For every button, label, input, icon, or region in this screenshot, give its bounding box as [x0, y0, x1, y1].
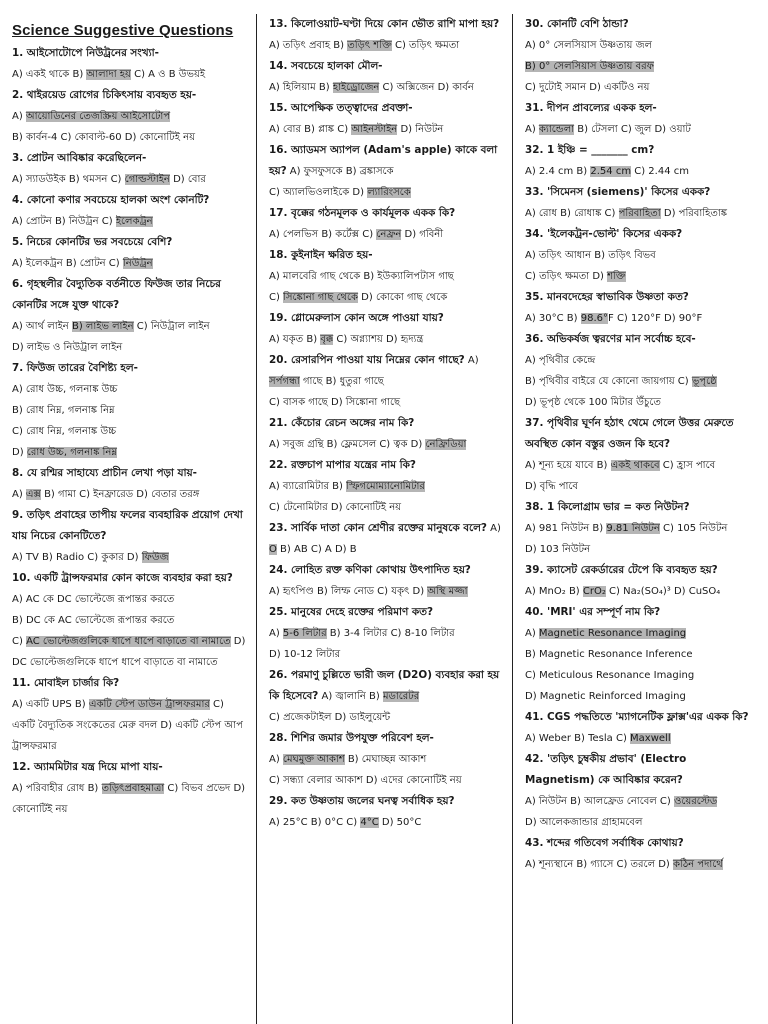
answer-options: [269, 476, 502, 497]
question-text: [12, 232, 246, 253]
answer-options: [525, 350, 758, 371]
text-span: C) বিভব প্রভেদ D) কোনোটিই নয়: [12, 783, 246, 815]
text-span: D) আলেকজান্ডার গ্রাহামবেল: [525, 817, 643, 828]
text-span: গাছে B) ধুতুরা গাছে: [299, 376, 384, 387]
text-span: A) রোধ উচ্চ, গলনাঙ্ক উচ্চ: [12, 384, 118, 395]
answer-options: [525, 539, 758, 560]
answer-options: [525, 161, 758, 182]
text-span: 29. কত উষ্ণতায় জলের ঘনত্ব সর্বাধিক হয়?: [269, 795, 455, 807]
text-span: 2. থাইরয়েড রোগের চিকিৎসায় ব্যবহৃত হয়-: [12, 89, 197, 101]
highlighted-answer: 5-6 লিটার: [282, 628, 327, 639]
text-span: A): [12, 111, 26, 122]
text-span: 41. CGS পদ্ধতিতে 'ম্যাগনেটিক ফ্লাক্স'এর একক কি?: [525, 711, 749, 723]
highlighted-answer: একই থাকবে: [610, 460, 660, 471]
text-span: 9. তড়িৎ প্রবাহের তাপীয় ফলের ব্যবহারিক প্রয়োগ দেখা যায় নিচের কোনটিতে?: [12, 509, 243, 542]
answer-options: [269, 266, 502, 287]
question-text: [525, 98, 758, 119]
text-span: 1. আইসোটোপে নিউট্রনের সংখ্যা-: [12, 47, 159, 59]
text-span: B) রোধ নিম্ন, গলনাঙ্ক নিম্ন: [12, 405, 115, 416]
text-span: A) 981 নিউটন B): [525, 523, 607, 534]
question-text: [269, 98, 502, 119]
question-text: [12, 190, 246, 211]
text-span: D) কোকো গাছ থেকে: [358, 292, 448, 303]
text-span: C) A ও B উভয়ই: [130, 69, 206, 80]
highlighted-answer: 98.6°: [580, 313, 609, 324]
text-span: B) মেঘাচ্ছন্ন আকাশ: [344, 754, 427, 765]
highlighted-answer: তড়িৎপ্রবাহমাত্রা: [101, 783, 165, 794]
text-span: B) AB C) A D) B: [276, 544, 357, 555]
answer-options: [12, 694, 246, 757]
question-text: [525, 224, 758, 245]
text-span: C) একটি বৈদ্যুতিক সংকেতের মেরু বদল D) একটি স্টেপ আপ ট্রান্সফরমার: [12, 699, 243, 752]
text-span: 30. কোনটি বেশি ঠান্ডা?: [525, 18, 629, 30]
question-text: [269, 56, 502, 77]
question-text: [269, 560, 502, 581]
answer-options: [269, 707, 502, 728]
answer-options: [525, 581, 758, 602]
text-span: A) যকৃত B): [269, 334, 321, 345]
text-span: 7. ফিউজ তারের বৈশিষ্ট্য হল-: [12, 362, 138, 374]
text-span: 42. 'তড়িৎ চুম্বকীয় প্রভাব' (Electro Magnetism) কে আবিষ্কার করেন?: [525, 753, 687, 786]
question-text: [525, 140, 758, 161]
highlighted-answer: B) 0° সেলসিয়াস উষ্ণতায় বরফ: [525, 61, 654, 72]
text-span: A) MnO₂ B): [525, 586, 583, 597]
text-span: B) Magnetic Resonance Inference: [525, 649, 693, 660]
answer-options: [269, 644, 502, 665]
question-text: [269, 245, 502, 266]
question-text: [525, 497, 758, 518]
highlighted-answer: হাইড্রোজেন: [332, 82, 380, 93]
text-span: 6. গৃহস্থলীর বৈদ্যুতিক বর্তনীতে ফিউজ তার নিচের কোনটির সঙ্গে যুক্ত থাকে?: [12, 278, 221, 311]
highlighted-answer: 9.81 নিউটন: [606, 523, 660, 534]
question-text: [12, 148, 246, 169]
answer-options: [269, 749, 502, 770]
answer-options: [269, 119, 502, 140]
text-span: 40. 'MRI' এর সম্পূর্ণ নাম কি?: [525, 606, 661, 618]
question-text: [269, 518, 502, 560]
highlighted-answer: মডারেটর: [382, 691, 420, 702]
text-span: 22. রক্তচাপ মাপার যন্ত্রের নাম কি?: [269, 459, 416, 471]
text-span: C): [12, 636, 27, 647]
answer-options: [525, 791, 758, 812]
text-span: A) তড়িৎ প্রবাহ B): [269, 40, 348, 51]
highlighted-answer: গোল্ডস্টাইন: [124, 174, 170, 185]
text-span: 16. অ্যাডমস অ্যাপল (Adam's apple) কাকে বলা হয়?: [269, 144, 498, 177]
text-span: 10. একটি ট্রান্সফরমার কোন কাজে ব্যবহার করা হয়?: [12, 572, 233, 584]
text-span: A) রোধ B) রোধাঙ্ক C): [525, 208, 619, 219]
text-span: 36. অভিকর্ষজ ত্বরণের মান সর্বোচ্চ হবে-: [525, 333, 696, 345]
question-text: [525, 749, 758, 791]
highlighted-answer: শক্তি: [607, 271, 626, 282]
text-span: 33. 'সিমেনস (siemens)' কিসের একক?: [525, 186, 711, 198]
text-span: 20. রেসারপিন পাওয়া যায় নিম্নের কোন গাছে?: [269, 354, 465, 366]
highlighted-answer: তড়িৎ শক্তি: [347, 40, 392, 51]
answer-options: [525, 854, 758, 875]
column-2: [256, 14, 512, 1024]
text-span: A) হৃৎপিণ্ড B) লিম্ফ নোড C) যকৃৎ D): [269, 586, 428, 597]
highlighted-answer: ইলেকট্রন: [115, 216, 153, 227]
question-text: [12, 673, 246, 694]
answer-options: [12, 631, 246, 673]
question-text: [12, 568, 246, 589]
answer-options: [525, 77, 758, 98]
answer-options: [12, 484, 246, 505]
text-span: A) শূন্যস্থানে B) গ্যাসে C) তরলে D): [525, 859, 673, 870]
highlighted-answer: পরিবাহিতা: [618, 208, 661, 219]
highlighted-answer: ক্যান্ডেলা: [538, 124, 575, 135]
answer-options: [12, 211, 246, 232]
highlighted-answer: ল্যারিংসকে: [367, 187, 411, 198]
answer-options: [12, 589, 246, 610]
text-span: 37. পৃথিবীর ঘূর্ণন হঠাৎ থেমে গেলে উত্তর মেরুতে অবস্থিত কোন বস্তুর ওজন কি হবে?: [525, 417, 734, 450]
text-span: A) 25°C B) 0°C C): [269, 817, 361, 828]
text-span: C) অ্যালভিওলাইকে D): [269, 187, 368, 198]
text-span: A) AC কে DC ভোল্টেজে রূপান্তর করতে: [12, 594, 175, 605]
question-text: [525, 560, 758, 581]
text-span: C) Meticulous Resonance Imaging: [525, 670, 695, 681]
answer-options: [269, 434, 502, 455]
highlighted-answer: আয়োডিনের তেজস্ক্রিয় আইসোটোপ: [25, 111, 171, 122]
text-span: 38. 1 কিলোগ্রাম ভার = কত নিউটন?: [525, 501, 690, 513]
answer-options: [525, 476, 758, 497]
text-span: 4. কোনো কণার সবচেয়ে হালকা অংশ কোনটি?: [12, 194, 210, 206]
text-span: C) 105 নিউটন: [659, 523, 728, 534]
text-span: A) হিলিয়াম B): [269, 82, 333, 93]
answer-options: [525, 455, 758, 476]
question-text: [525, 329, 758, 350]
text-span: D) নিউটন: [397, 124, 444, 135]
question-text: [525, 833, 758, 854]
answer-options: [525, 392, 758, 413]
highlighted-answer: নেফ্রন: [376, 229, 402, 240]
question-text: [12, 43, 246, 64]
answer-options: [269, 497, 502, 518]
text-span: B) পৃথিবীর বাইরে যে কোনো জায়গায় C): [525, 376, 692, 387]
text-span: 43. শব্দের গতিবেগ সর্বাধিক কোথায়?: [525, 837, 684, 849]
text-span: C) তড়িৎ ক্ষমতা: [391, 40, 460, 51]
answer-options: [525, 665, 758, 686]
text-span: D) 10-12 লিটার: [269, 649, 341, 660]
answer-options: [12, 442, 246, 463]
answer-options: [525, 266, 758, 287]
text-span: D) 103 নিউটন: [525, 544, 591, 555]
text-span: 17. বৃক্কের গঠনমূলক ও কার্যমূলক একক কি?: [269, 207, 456, 219]
text-span: A) একই থাকে B): [12, 69, 87, 80]
column-1: [0, 14, 256, 1024]
highlighted-answer: ফিউজ: [141, 552, 169, 563]
highlighted-answer: স্ফিগমোম্যানোমিটার: [346, 481, 425, 492]
highlighted-answer: 2.54 cm: [590, 166, 632, 177]
text-span: 28. শিশির জমার উপযুক্ত পরিবেশ হল-: [269, 732, 434, 744]
question-text: [12, 505, 246, 547]
text-span: F C) 120°F D) 90°F: [608, 313, 703, 324]
text-span: A) জ্বালানি B): [318, 691, 383, 702]
answer-options: [525, 644, 758, 665]
question-text: [525, 707, 758, 728]
answer-options: [12, 778, 246, 820]
answer-options: [525, 119, 758, 140]
text-span: C) 2.44 cm: [631, 166, 689, 177]
text-span: C) অগ্ন্যাশয় D) হৃদ্যন্ত্র: [333, 334, 424, 345]
question-text: [12, 757, 246, 778]
text-span: C) রোধ নিম্ন, গলনাঙ্ক উচ্চ: [12, 426, 117, 437]
text-span: A) ব্যারোমিটার B): [269, 481, 347, 492]
text-span: C) হ্রাস পাবে: [659, 460, 716, 471]
highlighted-answer: বৃক্ক: [320, 334, 334, 345]
text-span: C) টেনোমিটার D) কোনোটিই নয়: [269, 502, 402, 513]
text-span: C) Na₂(SO₄)³ D) CuSO₄: [605, 586, 721, 597]
text-span: 18. কুইনাইন ক্ষরিত হয়-: [269, 249, 373, 261]
text-span: A) প্রোটন B) নিউট্রন C): [12, 216, 116, 227]
text-span: A) স্যাডউইক B) থমসন C): [12, 174, 125, 185]
text-span: 15. আপেক্ষিক তত্ত্বাদের প্রবক্তা-: [269, 102, 413, 114]
text-span: 12. অ্যামমিটার যন্ত্র দিয়ে মাপা যায়-: [12, 761, 163, 773]
text-span: A) 30°C B): [525, 313, 581, 324]
answer-options: [12, 169, 246, 190]
text-span: A) ইলেকট্রন B) প্রোটন C): [12, 258, 123, 269]
text-span: A) পরিবাহীর রোধ B): [12, 783, 102, 794]
answer-options: [269, 329, 502, 350]
highlighted-answer: Magnetic Resonance Imaging: [538, 628, 687, 639]
text-span: A) তড়িৎ আধান B) তড়িৎ বিভব: [525, 250, 656, 261]
question-text: [12, 463, 246, 484]
highlighted-answer: O: [269, 544, 277, 555]
text-span: 3. প্রোটন আবিষ্কার করেছিলেন-: [12, 152, 147, 164]
text-span: A) মালবেরি গাছ থেকে B) ইউক্যালিপটাস গাছ: [269, 271, 454, 282]
text-span: C) বাসক গাছে D) সিঙ্কোনা গাছে: [269, 397, 401, 408]
text-span: 14. সবচেয়ে হালকা মৌল-: [269, 60, 383, 72]
answer-options: [12, 106, 246, 127]
answer-options: [269, 287, 502, 308]
question-text: [269, 14, 502, 35]
text-span: C) অক্সিজেন D) কার্বন: [379, 82, 474, 93]
highlighted-answer: মেঘমুক্ত আকাশ: [282, 754, 345, 765]
text-span: D) 50°C: [378, 817, 422, 828]
text-span: 25. মানুষের দেহে রক্তের পরিমাণ কত?: [269, 606, 434, 618]
text-span: 8. যে রশ্মির সাহায্যে প্রাচীন লেখা পড়া যায়-: [12, 467, 197, 479]
answer-options: [525, 203, 758, 224]
text-span: B) কার্বন-4 C) কোবাল্ট-60 D) কোনোটিই নয়: [12, 132, 195, 143]
text-span: D) লাইভ ও নিউট্রাল লাইন: [12, 342, 123, 353]
text-span: D) গবিনী: [401, 229, 444, 240]
question-text: [12, 358, 246, 379]
text-span: 11. মোবাইল চার্জার কি?: [12, 677, 120, 689]
text-span: C) প্রজেকটাইল D) ডাইলুয়েন্ট: [269, 712, 391, 723]
highlighted-answer: কঠিন পদার্থে: [672, 859, 723, 870]
answer-options: [269, 77, 502, 98]
answer-options: [12, 547, 246, 568]
text-span: D): [12, 447, 27, 458]
highlighted-answer: সর্পগন্ধা: [269, 376, 300, 387]
text-span: B) DC কে AC ভোল্টেজে রূপান্তর করতে: [12, 615, 175, 626]
text-span: A): [12, 489, 26, 500]
text-span: A) 2.4 cm B): [525, 166, 591, 177]
highlighted-answer: B) লাইভ লাইন: [71, 321, 134, 332]
answer-options: [525, 35, 758, 56]
question-text: [12, 274, 246, 316]
answer-options: [525, 308, 758, 329]
question-text: [525, 602, 758, 623]
highlighted-answer: নেফ্রিডিয়া: [425, 439, 467, 450]
text-span: B) টেসলা C) জুল D) ওয়াট: [574, 124, 691, 135]
page-title: Science Suggestive Questions: [12, 22, 234, 39]
text-span: D) পরিবাহিতাঙ্ক: [660, 208, 728, 219]
text-span: 5. নিচের কোনটির ভর সবচেয়ে বেশি?: [12, 236, 173, 248]
answer-options: [525, 245, 758, 266]
text-span: 13. কিলোওয়াট-ঘণ্টা দিয়ে কোন ভৌত রাশি মাপা হয়?: [269, 18, 500, 30]
text-span: D) Magnetic Reinforced Imaging: [525, 691, 686, 702]
answer-options: [525, 371, 758, 392]
text-span: C) সন্ধ্যা বেলার আকাশ D) এদের কোনোটিই নয়: [269, 775, 462, 786]
answer-options: [12, 337, 246, 358]
text-span: A) নিউটন B) আলফ্রেড নোবেল C): [525, 796, 674, 807]
text-span: A): [486, 523, 501, 534]
question-text: [269, 455, 502, 476]
text-span: A) পেলভিস B) কর্টেক্স C): [269, 229, 377, 240]
column-3: [512, 14, 768, 1024]
text-span: B) গামা C) ইনফ্রারেড D) বেতার তরঙ্গ: [40, 489, 200, 500]
text-span: 24. লোহিত রক্ত কণিকা কোথায় উৎপাদিত হয়?: [269, 564, 471, 576]
text-span: A) ফুসফুসকে B) ব্রঙ্কাসকে: [286, 166, 394, 177]
text-span: A) TV B) Radio C) কুকার D): [12, 552, 142, 563]
text-span: A) বোর B) প্লাঙ্ক C): [269, 124, 352, 135]
question-text: [269, 791, 502, 812]
question-text: [269, 308, 502, 329]
text-span: A) একটি UPS B): [12, 699, 89, 710]
highlighted-answer: 4°C: [360, 817, 379, 828]
answer-options: [525, 56, 758, 77]
text-span: 21. কেঁচোর রেচন অঙ্গের নাম কি?: [269, 417, 415, 429]
text-span: A): [525, 124, 539, 135]
highlighted-answer: ওয়েরস্টেড: [673, 796, 718, 807]
text-span: A): [269, 754, 283, 765]
answer-options: [12, 379, 246, 400]
question-text: [269, 140, 502, 182]
answer-options: [12, 421, 246, 442]
highlighted-answer: আলাদা হয়: [86, 69, 131, 80]
answer-options: [525, 686, 758, 707]
answer-options: [12, 400, 246, 421]
highlighted-answer: AC ভোল্টেজগুলিকে ধাপে ধাপে বাড়াতে বা নামাতে: [26, 636, 231, 647]
text-span: D) DC ভোল্টেজগুলিকে ধাপে ধাপে বাড়াতে বা নামাতে: [12, 636, 246, 668]
text-span: C): [269, 292, 284, 303]
question-text: [269, 203, 502, 224]
highlighted-answer: এক্স: [25, 489, 41, 500]
answer-options: [12, 610, 246, 631]
text-span: A) সবুজ গ্রন্থি B) ফ্লেমসেল C) ত্বক D): [269, 439, 426, 450]
text-span: 34. 'ইলেকট্রন-ভোল্ট' কিসের একক?: [525, 228, 683, 240]
answer-options: [525, 518, 758, 539]
highlighted-answer: CrO₂: [582, 586, 606, 597]
answer-options: [269, 812, 502, 833]
text-span: C) তড়িৎ ক্ষমতা D): [525, 271, 608, 282]
question-text: [525, 287, 758, 308]
highlighted-answer: আইনস্টাইন: [351, 124, 398, 135]
text-span: 35. মানবদেহের স্বাভাবিক উষ্ণতা কত?: [525, 291, 689, 303]
highlighted-answer: একটি স্টেপ ডাউন ট্রান্সফরমার: [88, 699, 210, 710]
text-span: B) 3-4 লিটার C) 8-10 লিটার: [326, 628, 455, 639]
text-span: D) বোর: [169, 174, 206, 185]
answer-options: [269, 623, 502, 644]
answer-options: [269, 392, 502, 413]
question-text: [269, 728, 502, 749]
text-span: A) শূন্য হয়ে যাবে B): [525, 460, 611, 471]
text-span: A): [525, 628, 539, 639]
text-span: A) Weber B) Tesla C): [525, 733, 631, 744]
question-text: [269, 350, 502, 392]
highlighted-answer: ভূপৃষ্ঠে: [691, 376, 717, 387]
answer-options: [269, 224, 502, 245]
answer-options: [12, 127, 246, 148]
highlighted-answer: অস্থি মজ্জা: [427, 586, 468, 597]
text-span: 32. 1 ইঞ্চি = _______ cm?: [525, 144, 655, 156]
answer-options: [525, 623, 758, 644]
text-span: A) পৃথিবীর কেন্দ্রে: [525, 355, 596, 366]
question-text: [269, 665, 502, 707]
text-span: 19. গ্লোমেরুলাস কোন অঙ্গে পাওয়া যায়?: [269, 312, 444, 324]
answer-options: [12, 64, 246, 85]
text-span: C) দুটোই সমান D) একটিও নয়: [525, 82, 650, 93]
question-text: [525, 413, 758, 455]
text-span: A): [464, 355, 479, 366]
answer-options: [269, 581, 502, 602]
question-text: [269, 413, 502, 434]
highlighted-answer: নিউট্রন: [122, 258, 153, 269]
question-text: [12, 85, 246, 106]
text-span: A) আর্থ লাইন: [12, 321, 72, 332]
question-text: [525, 182, 758, 203]
text-span: 23. সার্বিক দাতা কোন শ্রেণীর রক্তের মানুষকে বলে?: [269, 522, 487, 534]
answer-options: [525, 812, 758, 833]
text-span: A) 0° সেলসিয়াস উষ্ণতায় জল: [525, 40, 652, 51]
highlighted-answer: সিঙ্কোনা গাছ থেকে: [283, 292, 358, 303]
answer-options: [525, 728, 758, 749]
text-span: D) ভূপৃষ্ঠ থেকে 100 মিটার উঁচুতে: [525, 397, 661, 408]
answer-options: [12, 253, 246, 274]
question-text: [525, 14, 758, 35]
question-text: [269, 602, 502, 623]
highlighted-answer: রোধ উচ্চ, গলনাঙ্ক নিম্ন: [26, 447, 117, 458]
text-span: 31. দীপন প্রাবল্যের একক হল-: [525, 102, 657, 114]
text-span: D) বৃদ্ধি পাবে: [525, 481, 578, 492]
answer-options: [12, 316, 246, 337]
text-span: 26. পরমাণু চুল্লিতে ভারী জল (D2O) ব্যবহার করা হয় কি হিসেবে?: [269, 669, 500, 702]
answer-options: [269, 770, 502, 791]
highlighted-answer: Maxwell: [630, 733, 671, 744]
text-span: A): [269, 628, 283, 639]
text-span: 39. ক্যাসেট রেকর্ডারের টেপে কি ব্যবহৃত হয়?: [525, 564, 718, 576]
answer-options: [269, 35, 502, 56]
answer-options: [269, 182, 502, 203]
text-span: C) নিউট্রাল লাইন: [133, 321, 210, 332]
